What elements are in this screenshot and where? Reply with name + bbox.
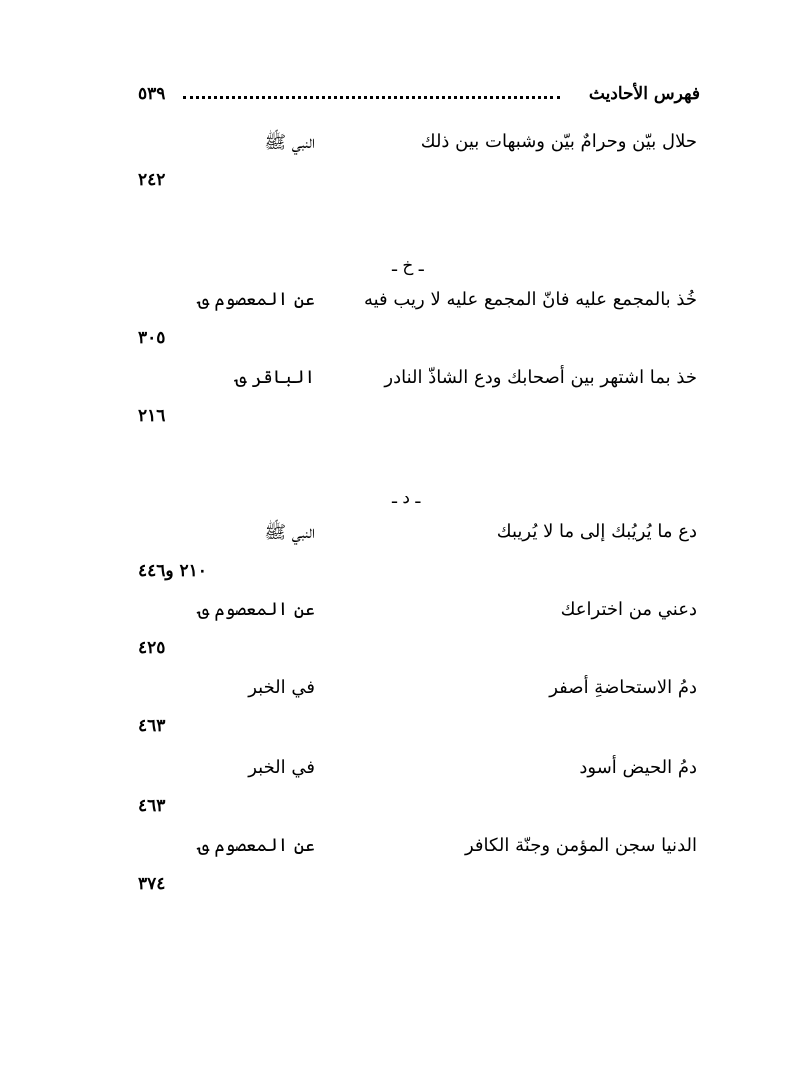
hadith-pages: ٤٢٥ <box>138 638 166 658</box>
hadith-text: خذ بما اشتهر بين أصحابك ودع الشاذّ النادر <box>384 367 697 388</box>
hadith-text: حلال بيّن وحرامٌ بيّن وشبهات بين ذلك <box>420 131 697 152</box>
hadith-narrator: في الخبر <box>248 757 315 778</box>
running-header <box>138 84 700 112</box>
hadith-text: دعني من اختراعك <box>560 599 697 620</box>
hadith-narrator: عن المعصوم ؈ <box>198 599 315 620</box>
hadith-narrator: الباقر ؈ <box>235 367 315 388</box>
hadith-text: دمُ الحيض أسود <box>579 757 697 778</box>
hadith-narrator: عن المعصوم ؈ <box>198 835 315 856</box>
hadith-text: دمُ الاستحاضةِ أصفر <box>549 677 697 698</box>
hadith-pages: ٢١٠ و٤٤٦ <box>138 561 207 581</box>
hadith-text: خُذ بالمجمع عليه فانّ المجمع عليه لا ريب فيه <box>363 289 697 310</box>
hadith-pages: ٣٠٥ <box>138 328 166 348</box>
section-letter-kha: ـ خ ـ <box>392 256 424 276</box>
header-title: فهرس الأحاديث <box>579 84 700 104</box>
hadith-text: الدنيا سجن المؤمن وجنّة الكافر <box>464 835 697 856</box>
section-letter-dal: ـ د ـ <box>392 488 421 508</box>
hadith-narrator: النبي ﷺ <box>264 132 315 153</box>
hadith-pages: ٢١٦ <box>138 406 166 426</box>
hadith-text: دع ما يُريُبك إلى ما لا يُريبك <box>496 521 697 542</box>
hadith-pages: ٤٦٣ <box>138 796 166 816</box>
hadith-pages: ٤٦٣ <box>138 716 166 736</box>
hadith-pages: ٢٤٢ <box>138 170 166 190</box>
header-page-number: ٥٣٩ <box>138 84 171 104</box>
hadith-pages: ٣٧٤ <box>138 874 166 894</box>
hadith-narrator: النبي ﷺ <box>264 522 315 543</box>
hadith-narrator: عن المعصوم ؈ <box>198 289 315 310</box>
hadith-narrator: في الخبر <box>248 677 315 698</box>
header-dot-leader <box>183 96 560 99</box>
